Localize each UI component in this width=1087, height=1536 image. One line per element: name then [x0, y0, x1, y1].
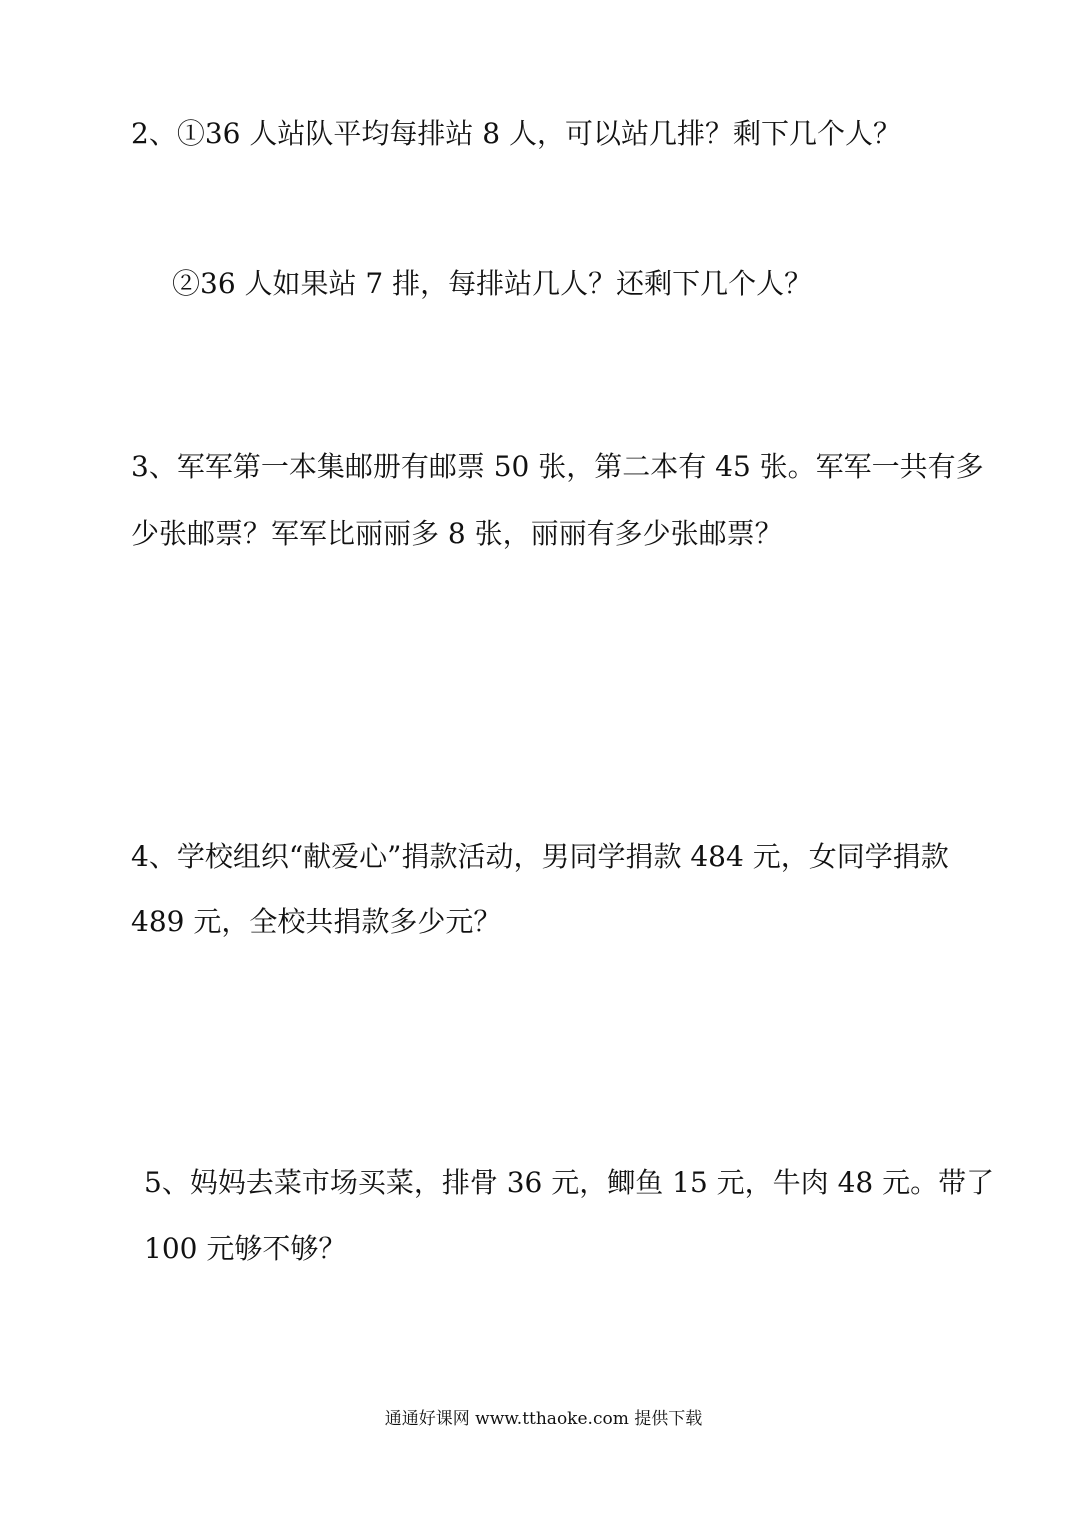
question-5-line-2: 100 元够不够？ — [144, 1232, 347, 1265]
question-4-line-2: 489 元，全校共捐款多少元？ — [131, 905, 502, 938]
question-2-part-1: 2、①36 人站队平均每排站 8 人，可以站几排？剩下几个人？ — [131, 117, 901, 150]
question-5-line-1: 5、妈妈去菜市场买菜，排骨 36 元，鲫鱼 15 元，牛肉 48 元。带了 — [144, 1166, 995, 1199]
question-4-line-1: 4、学校组织“献爱心”捐款活动，男同学捐款 484 元，女同学捐款 — [131, 840, 949, 873]
footer-source-text: 通通好课网 www.tthaoke.com 提供下载 — [384, 1409, 703, 1429]
question-3-line-1: 3、军军第一本集邮册有邮票 50 张，第二本有 45 张。军军一共有多 — [131, 450, 984, 483]
question-3-line-2: 少张邮票？军军比丽丽多 8 张，丽丽有多少张邮票？ — [131, 517, 783, 550]
question-2-part-2: ②36 人如果站 7 排，每排站几人？还剩下几个人？ — [172, 267, 813, 300]
